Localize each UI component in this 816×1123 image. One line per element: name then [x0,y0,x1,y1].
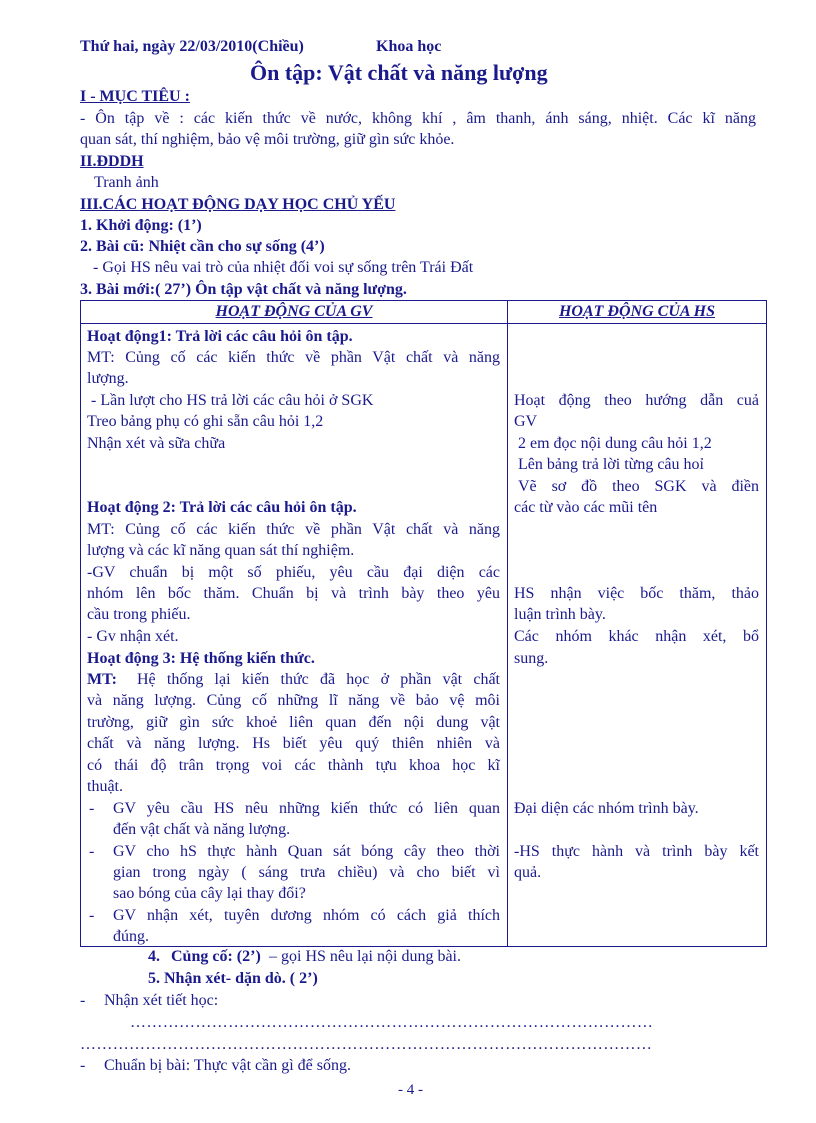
student-line: Hoạt động theo hướng dẫn cuả [514,392,759,409]
teacher-line: - Lần lượt cho HS trả lời các câu hỏi ở SGK [91,392,374,409]
teacher-line: đến vật chất và năng lượng. [113,821,291,838]
dotted-line-1: …………………………………………………………………………………… [130,1014,654,1031]
objectives-line-1: - Ôn tập về : các kiến thức về nước, không khí , âm thanh, ánh sáng, nhiệt. Các kĩ năng [80,110,756,127]
teacher-line: thuật. [87,778,123,795]
mt-label: MT: [87,671,117,688]
teacher-line: lượng. [87,370,129,387]
activity-2-heading: Hoạt động 2: Trả lời các câu hỏi ôn tập. [87,499,357,516]
teacher-line: Treo bảng phụ có ghi sẵn câu hỏi 1,2 [87,413,324,430]
materials-text: Tranh ảnh [94,174,159,191]
step-2-item: - Gọi HS nêu vai trò của nhiệt đối voi sự sống trên Trái Đất [93,259,474,276]
student-line: Các nhóm khác nhận xét, bổ [514,628,759,645]
materials-heading: II.ĐDDH [80,153,144,170]
teacher-line: MT: Củng cố các kiến thức về phần Vật chất và năng [87,349,500,366]
activity-1-heading: Hoạt động1: Trả lời các câu hỏi ôn tập. [87,328,353,345]
bullet-dash: - [89,843,95,860]
lesson-title: Ôn tập: Vật chất và năng lượng [250,60,548,85]
teacher-line: nhóm lên bốc thăm. Chuẩn bị và trình bày theo yêu [87,585,500,602]
student-column-header: HOẠT ĐỘNG CỦA HS [508,301,767,324]
teacher-line: GV cho hS thực hành Quan sát bóng cây theo thời [113,843,500,860]
objectives-heading: I - MỤC TIÊU : [80,88,190,105]
page-number: - 4 - [398,1082,423,1098]
teacher-line: cầu trong phiếu. [87,606,191,623]
student-activities-cell [508,324,766,946]
student-line: luận trình bày. [514,606,606,623]
objectives-line-2: quan sát, thí nghiệm, bảo vệ môi trường, giữ gìn sức khỏe. [80,131,455,148]
teacher-column-header: HOẠT ĐỘNG CỦA GV [81,301,508,324]
dotted-line-2: …………………………………………………………………………………………… [80,1036,653,1053]
step-4-label: Củng cố: (2’) [171,948,261,965]
bullet-dash: - [89,800,95,817]
teacher-line: sao bóng của cây lại thay đổi? [113,885,306,902]
student-line: GV [514,413,538,430]
step-4-number: 4. [148,948,160,965]
activity-3-heading: Hoạt động 3: Hệ thống kiến thức. [87,650,315,667]
activities-heading: III.CÁC HOẠT ĐỘNG DẠY HỌC CHỦ YẾU [80,196,396,213]
student-line: sung. [514,650,549,667]
student-line: các từ vào các mũi tên [514,499,658,516]
student-line: 2 em đọc nội dung câu hỏi 1,2 [518,435,712,452]
teacher-line: đúng. [113,928,149,945]
student-line: Vẽ sơ đồ theo SGK và điền [518,478,759,495]
prepare-item: Chuẩn bị bài: Thực vật cần gì để sống. [104,1057,351,1074]
student-line: Đại diện các nhóm trình bày. [514,800,699,817]
list-dash: - [80,1057,86,1074]
teacher-line: Nhận xét và sữa chữa [87,435,226,452]
header-subject: Khoa học [376,38,442,55]
student-line: Lên bảng trả lời từng câu hoỉ [518,456,704,473]
teacher-line: GV yêu cầu HS nêu những kiến thức có liên quan [113,800,500,817]
teacher-line: - Gv nhận xét. [87,628,179,645]
header-date: Thứ hai, ngày 22/03/2010(Chiều) [80,38,304,55]
teacher-line: có thái độ trân trọng voi các thành tựu khoa học kĩ [87,757,500,774]
student-line: HS nhận việc bốc thăm, thảo [514,585,759,602]
teacher-line: -GV chuẩn bị một số phiếu, yêu cầu đại diện các [87,564,500,581]
step-2: 2. Bài cũ: Nhiệt cần cho sự sống (4’) [80,238,325,255]
step-3: 3. Bài mới:( 27’) Ôn tập vật chất và năng lượng. [80,281,407,298]
teacher-line: GV nhận xét, tuyên dương nhóm có cách giả thích [113,907,500,924]
activities-table [80,300,767,947]
teacher-line: lượng và các kĩ năng quan sát thí nghiệm. [87,542,355,559]
teacher-line: gian trong ngày ( sáng trưa chiều) và cho biết vì [113,864,500,881]
teacher-activities-cell [81,324,507,946]
list-dash: - [80,992,86,1009]
teacher-line: trường, giữ gìn sức khoẻ liên quan đến nội dung vật [87,714,500,731]
teacher-line: MT: Củng cố các kiến thức về phần Vật chất và năng [87,521,500,538]
step-5: 5. Nhận xét- dặn dò. ( 2’) [148,970,318,987]
teacher-line: chất và năng lượng. Hs biết yêu quý thiên nhiên và [87,735,500,752]
step-4-text: – gọi HS nêu lại nội dung bài. [269,948,461,965]
step-1: 1. Khởi động: (1’) [80,217,202,234]
teacher-line: Hệ thống lại kiến thức đã học ở phần vật chất [137,671,500,688]
review-item: Nhận xét tiết học: [104,992,219,1009]
bullet-dash: - [89,907,95,924]
student-line: -HS thực hành và trình bày kết [514,843,759,860]
teacher-line: và năng lượng. Củng cố những lĩ năng về bảo vệ môi [87,692,500,709]
student-line: quả. [514,864,542,881]
